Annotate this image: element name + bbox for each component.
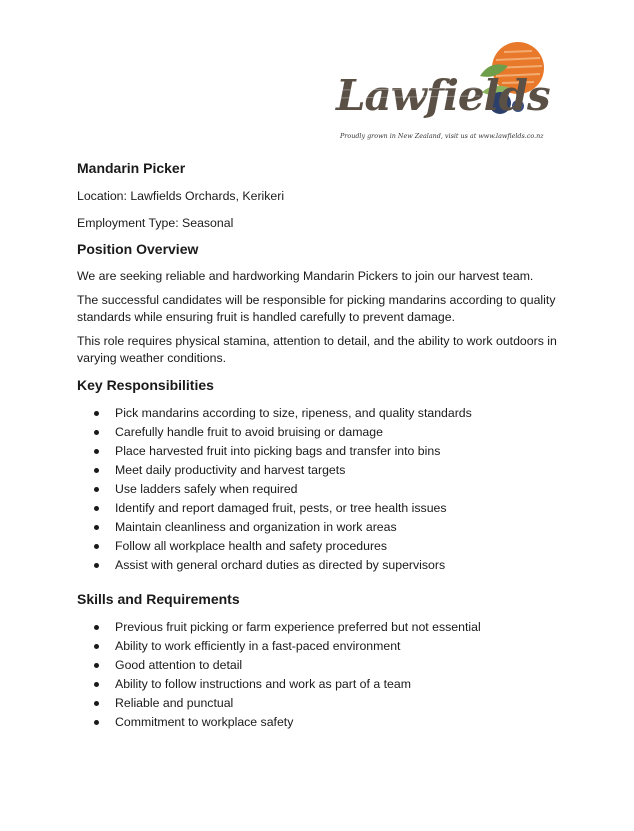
list-item xyxy=(77,404,567,423)
list-item xyxy=(77,713,567,732)
bullet-icon xyxy=(94,468,99,473)
bullet-icon xyxy=(94,430,99,435)
employment-type: Employment Type: Seasonal xyxy=(77,216,234,230)
lawfields-logo xyxy=(330,40,550,150)
list-item xyxy=(77,618,567,637)
skills-list xyxy=(77,618,567,732)
list-item-text: Reliable and punctual xyxy=(115,696,234,710)
job-location: Location: Lawfields Orchards, Kerikeri xyxy=(77,189,285,203)
bullet-icon xyxy=(94,544,99,549)
overview-paragraph: This role requires physical stamina, attention to detail, and the ability to work outdoors in varying weather conditions. xyxy=(77,334,557,365)
bullet-icon xyxy=(94,525,99,530)
list-item-text: Maintain cleanliness and organization in work areas xyxy=(115,520,397,534)
list-item-text: Use ladders safely when required xyxy=(115,482,298,496)
list-item xyxy=(77,518,567,537)
job-description xyxy=(77,158,567,732)
list-item xyxy=(77,461,567,480)
bullet-icon xyxy=(94,625,99,630)
list-item-text: Place harvested fruit into picking bags and transfer into bins xyxy=(115,444,441,458)
bullet-icon xyxy=(94,487,99,492)
brand-wordmark: Lawfields xyxy=(336,71,550,120)
list-item-text: Commitment to workplace safety xyxy=(115,715,294,729)
skills-requirements-heading: Skills and Requirements xyxy=(77,591,240,607)
list-item xyxy=(77,442,567,461)
list-item-text: Meet daily productivity and harvest targets xyxy=(115,463,346,477)
bullet-icon xyxy=(94,563,99,568)
list-item-text: Ability to work efficiently in a fast-paced environment xyxy=(115,639,401,653)
list-item xyxy=(77,480,567,499)
list-item xyxy=(77,423,567,442)
list-item xyxy=(77,675,567,694)
bullet-icon xyxy=(94,663,99,668)
responsibilities-list xyxy=(77,404,567,575)
bullet-icon xyxy=(94,411,99,416)
job-title: Mandarin Picker xyxy=(77,160,186,176)
list-item xyxy=(77,537,567,556)
list-item xyxy=(77,499,567,518)
list-item-text: Previous fruit picking or farm experience preferred but not essential xyxy=(115,620,481,634)
lawfields-logo-graphic xyxy=(330,40,550,125)
bullet-icon xyxy=(94,506,99,511)
bullet-icon xyxy=(94,701,99,706)
list-item-text: Pick mandarins according to size, ripeness, and quality standards xyxy=(115,406,472,420)
list-item xyxy=(77,556,567,575)
bullet-icon xyxy=(94,720,99,725)
bullet-icon xyxy=(94,644,99,649)
list-item-text: Ability to follow instructions and work as part of a team xyxy=(115,677,411,691)
list-item-text: Good attention to detail xyxy=(115,658,243,672)
list-item xyxy=(77,694,567,713)
logo-tagline: Proudly grown in New Zealand, visit us at www.lawfields.co.nz xyxy=(340,132,544,140)
bullet-icon xyxy=(94,449,99,454)
bullet-icon xyxy=(94,682,99,687)
list-item-text: Identify and report damaged fruit, pests, or tree health issues xyxy=(115,501,447,515)
overview-paragraph: The successful candidates will be responsible for picking mandarins according to quality standards while ensuring fruit is handled carefully to prevent damage. xyxy=(77,293,556,324)
key-responsibilities-heading: Key Responsibilities xyxy=(77,377,214,393)
overview-paragraph: We are seeking reliable and hardworking Mandarin Pickers to join our harvest team. xyxy=(77,269,534,283)
list-item-text: Assist with general orchard duties as directed by supervisors xyxy=(115,558,446,572)
list-item xyxy=(77,656,567,675)
position-overview-heading: Position Overview xyxy=(77,241,199,257)
list-item-text: Follow all workplace health and safety procedures xyxy=(115,539,388,553)
list-item xyxy=(77,637,567,656)
list-item-text: Carefully handle fruit to avoid bruising or damage xyxy=(115,425,383,439)
